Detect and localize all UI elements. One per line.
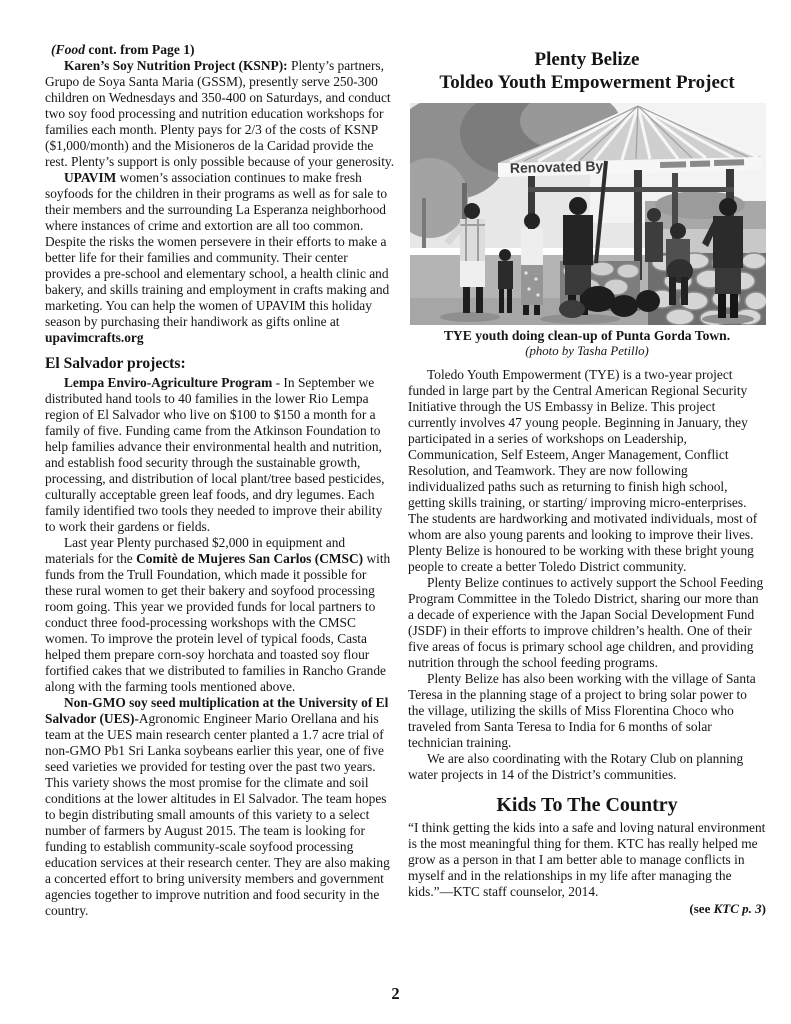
page-number: 2 xyxy=(391,984,400,1003)
paragraph-tye: Toledo Youth Empowerment (TYE) is a two-year project funded in large part by the Central American Regional Security Initiative through the US Embassy in Belize. This project currently involves 47 young people. Beginning in January, they participated in a series of workshops on Leadership, Communication, Self Esteem, Anger Management, Conflict Resolution, and Teamwork. They are now following individualized paths such as returning to finish high school, getting skills training, or starting/ improving micro-enterprises. The students are hardworking and motivated individuals, most of whom are also young parents and looking to improve their lives. Plenty Belize is honoured to be working with these bright young people to create a better Toledo District community. xyxy=(408,367,758,574)
continued-italic: (Food xyxy=(51,42,85,57)
paragraph-upavim xyxy=(45,170,396,346)
left-column xyxy=(45,42,396,919)
renovated-by-text: Renovated By xyxy=(509,157,604,176)
nongmo-lead: Non-GMO soy seed multiplication at the University of El Salvador (UES)- xyxy=(45,695,389,726)
article-title xyxy=(408,48,766,94)
photo-illustration xyxy=(410,103,766,325)
upavim-body: women’s association continues to make fresh soyfoods for the children in their programs as well as for sale to their members and the surrounding La Esperanza neighborhood where instances of crime and extortion are all too common. Despite the risks the women persevere in their efforts to make a better life for their families and community. Their center provides a pre-school and elementary school, a health clinic and bakery, and skills training and employment in crafts making and marketing. You can help the women of UPAVIM this holiday season by purchasing their handiwork as gifts online at xyxy=(45,170,390,329)
ksnp-body: Plenty’s partners, Grupo de Soya Santa Maria (GSSM), presently serve 250-300 children on Wednesdays and 350-400 on Saturdays, and conduct two soy food processing and nutrition education workshops for families each month. Plenty pays for 2/3 of the costs of KSNP ($1,000/month) and the Misioneros de la Caridad provide the rest. Plenty’s support is only possible because of your generosity. xyxy=(45,58,395,169)
paragraph-cmsc xyxy=(45,535,396,695)
see-post: ) xyxy=(761,901,766,916)
paragraph-lempa xyxy=(45,375,396,535)
right-column xyxy=(408,48,766,917)
continued-from-note xyxy=(45,42,396,58)
cmsc-pre: Last year Plenty purchased $2,000 in equipment and materials for the xyxy=(45,535,346,566)
photo-caption: TYE youth doing clean-up of Punta Gorda Town. xyxy=(443,328,731,343)
see-ktc-note xyxy=(408,901,766,917)
paragraph-ksnp xyxy=(45,58,396,170)
article-title-line2: Toldeo Youth Empowerment Project xyxy=(439,72,735,93)
paragraph-school-feeding: Plenty Belize continues to actively support the School Feeding Program Committee in the Toledo District, sharing our more than a decade of experience with the Japan Social Development Fund (JSDF) in their efforts to improve children’s health. One of their five areas of focus is primary school age children, and providing nutrition through the school feeding programs. xyxy=(408,575,764,670)
paragraph-rotary: We are also coordinating with the Rotary Club on planning water projects in 14 of the District’s communities. xyxy=(408,751,744,782)
upavim-lead: UPAVIM xyxy=(64,170,117,185)
paragraph-santa-teresa: Plenty Belize has also been working with the village of Santa Teresa in the planning stage of a project to bring solar power to the village, utilizing the skills of Miss Florentina Choco who traveled from Santa Teresa to India for 6 months of solar technician training. xyxy=(408,671,756,750)
ksnp-lead: Karen’s Soy Nutrition Project (KSNP): xyxy=(64,58,291,73)
see-ktc-italic: KTC p. 3 xyxy=(713,901,762,916)
photo-credit: (photo by Tasha Petillo) xyxy=(525,344,649,358)
cmsc-bold: Comitè de Mujeres San Carlos (CMSC) xyxy=(136,551,364,566)
lempa-lead: Lempa Enviro-Agriculture Program xyxy=(64,375,273,390)
article-title-line1: Plenty Belize xyxy=(534,49,640,70)
see-pre: (see xyxy=(689,901,714,916)
el-salvador-heading: El Salvador projects: xyxy=(45,355,186,372)
nongmo-body: Agronomic Engineer Mario Orellana and his team at the UES main research center planted a 1.7 acre trial of non-GMO Pb1 Sri Lanka soybeans earlier this year, one of five seed varieties we provided for testing over the past two years. This variety shows the most promise for the climate and soil conditions at the lower altitudes in El Salvador. The team hopes to begin distributing small amounts of this variety to a select number of farmers by August 2015. The team is looking for funding to establish community-scale soyfood processing education services at their research center. They are also making a concerted effort to bring university members and government agencies together to improve nutrition and food security in the country. xyxy=(45,711,390,918)
photo-tye-cleanup xyxy=(410,103,766,325)
cmsc-post: with funds from the Trull Foundation, which made it possible for these rural women to get their bakery and soyfood processing room going. This year we provided funds for local partners to conduct three food-processing workshops with the CMSC women. To improve the protein level of typical foods, Casta helped them prepare corn-soy horchata and toasted soy flour fortified cakes that we distributed to families in Rancho Grande along with the farming tools mentioned above. xyxy=(45,551,391,694)
upavim-website-text: upavimcrafts.org xyxy=(45,330,144,345)
ktc-quote: “I think getting the kids into a safe and loving natural environment is the most meaningful thing for them. KTC has really helped me grow as a person in that I am better able to manage conflicts in myself and in the relationships in my life after managing the kids.”—KTC staff counselor, 2014. xyxy=(408,820,766,899)
ktc-heading: Kids To The Country xyxy=(496,794,678,816)
paragraph-nongmo xyxy=(45,695,396,919)
continued-bold: cont. from Page 1) xyxy=(84,42,195,57)
lempa-body: - In September we distributed hand tools to 40 families in the lower Rio Lempa region of El Salvador who live on $100 to $150 a month for a family of five. Funding came from the Atkinson Foundation to help families advance their environmental health and nutrition, and establish food security through the sustainable growth, processing, and distribution of local plant/tree based pesticides, culturally acceptable green leaf foods, and dry legumes. Each family identified two tools they needed to improve their ability to work their gardens or fields. xyxy=(45,375,385,534)
